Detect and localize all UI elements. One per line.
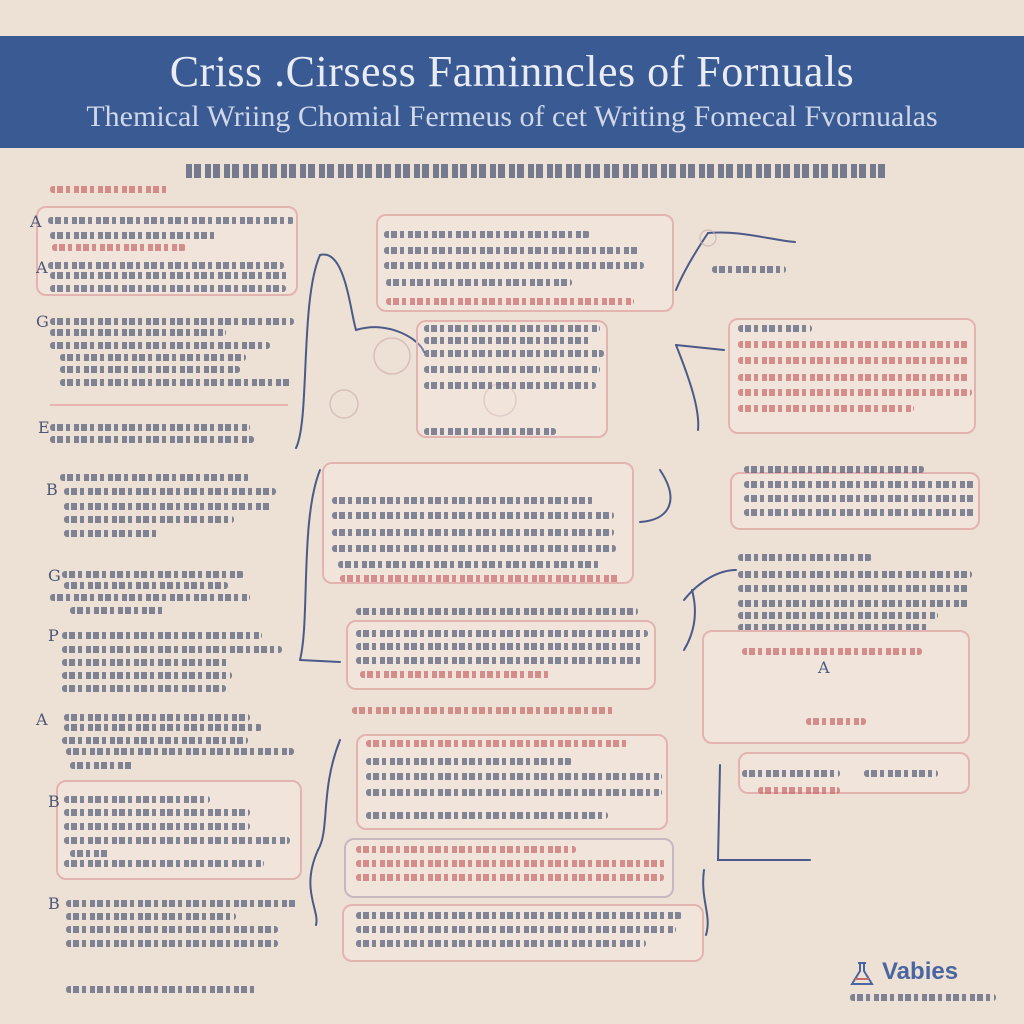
text-line	[64, 488, 276, 495]
footer-text-line	[66, 986, 256, 993]
text-line	[60, 366, 240, 373]
text-line	[62, 632, 262, 639]
text-line	[712, 266, 786, 273]
marker-p: P	[48, 626, 59, 645]
text-line	[64, 714, 250, 721]
text-line	[424, 337, 592, 344]
text-line	[424, 325, 600, 332]
text-line	[332, 529, 614, 536]
text-line	[738, 341, 970, 348]
text-line	[60, 379, 292, 386]
marker-g: G	[48, 566, 61, 585]
text-line	[744, 509, 976, 516]
text-line	[62, 737, 248, 744]
text-line	[70, 850, 110, 857]
text-line	[50, 424, 250, 431]
marker-g: G	[36, 312, 49, 331]
text-line	[64, 860, 264, 867]
marker-b: B	[48, 792, 60, 811]
left-heading-1	[50, 186, 168, 193]
divider	[50, 404, 288, 406]
text-line	[366, 773, 662, 780]
text-line	[744, 495, 976, 502]
text-line	[64, 503, 272, 510]
text-line	[66, 748, 294, 755]
text-line	[50, 342, 270, 349]
text-line	[366, 789, 662, 796]
marker-a: A	[818, 658, 830, 677]
text-line	[64, 796, 210, 803]
text-line	[738, 554, 872, 561]
text-line	[62, 659, 228, 666]
text-line	[332, 512, 614, 519]
text-line	[338, 561, 600, 568]
text-line	[356, 657, 642, 664]
text-line	[352, 707, 614, 714]
text-line	[64, 582, 228, 589]
text-line	[332, 497, 594, 504]
text-line	[742, 770, 840, 777]
text-line	[60, 354, 246, 361]
text-line	[60, 474, 250, 481]
text-line	[64, 823, 250, 830]
text-line	[50, 318, 294, 325]
text-line	[50, 436, 254, 443]
text-line	[738, 600, 970, 607]
text-line	[366, 812, 608, 819]
text-line	[356, 846, 576, 853]
text-line	[360, 671, 550, 678]
text-line	[356, 860, 666, 867]
text-line	[356, 643, 644, 650]
text-line	[738, 357, 970, 364]
flask-icon	[848, 960, 876, 986]
logo-tagline-line	[850, 994, 996, 1001]
text-line	[758, 787, 840, 794]
text-line	[744, 466, 924, 473]
text-line	[50, 329, 226, 336]
text-line	[384, 231, 590, 238]
text-line	[50, 232, 218, 239]
marker-a: A	[36, 710, 48, 729]
text-line	[66, 913, 236, 920]
text-line	[742, 648, 922, 655]
text-line	[50, 272, 290, 279]
text-line	[744, 481, 976, 488]
marker-a: A	[30, 212, 42, 231]
text-line	[62, 685, 226, 692]
text-line	[64, 724, 262, 731]
text-line	[424, 350, 604, 357]
text-line	[332, 545, 616, 552]
text-line	[66, 940, 278, 947]
text-line	[62, 646, 282, 653]
text-line	[48, 217, 294, 224]
text-line	[64, 809, 250, 816]
text-line	[70, 607, 166, 614]
text-line	[64, 516, 234, 523]
marker-b: B	[46, 480, 58, 499]
text-line	[64, 530, 160, 537]
marker-e: E	[38, 418, 50, 437]
text-line	[424, 382, 596, 389]
text-line	[70, 762, 134, 769]
text-line	[738, 405, 914, 412]
marker-a: A	[36, 258, 48, 277]
text-line	[356, 630, 648, 637]
text-line	[356, 912, 682, 919]
text-line	[48, 262, 284, 269]
text-line	[384, 262, 644, 269]
text-line	[356, 874, 664, 881]
text-line	[356, 940, 646, 947]
text-line	[386, 298, 634, 305]
text-line	[356, 608, 638, 615]
text-line	[738, 571, 972, 578]
text-line	[864, 770, 938, 777]
text-line	[738, 374, 970, 381]
text-line	[386, 279, 572, 286]
page-title: Criss .Cirsess Faminncles of Fornuals	[169, 47, 855, 96]
text-line	[366, 740, 628, 747]
logo-text: Vabies	[882, 958, 959, 985]
text-line	[64, 837, 290, 844]
text-line	[738, 612, 938, 619]
text-line	[738, 389, 972, 396]
page-subtitle: Themical Wriing Chomial Fermeus of cet Writing Fomecal Fvornualas	[86, 100, 938, 133]
text-line	[806, 718, 866, 725]
text-line	[50, 285, 286, 292]
text-line	[424, 428, 556, 435]
text-line	[738, 325, 812, 332]
text-line	[384, 247, 640, 254]
text-line	[66, 900, 298, 907]
text-line	[52, 244, 186, 251]
marker-b: B	[48, 894, 60, 913]
text-line	[738, 585, 970, 592]
text-line	[340, 575, 620, 582]
text-line	[356, 926, 676, 933]
text-line	[50, 594, 250, 601]
text-line	[62, 672, 232, 679]
text-line	[62, 571, 244, 578]
brand-logo	[848, 956, 998, 1006]
text-line	[366, 758, 572, 765]
text-line	[424, 366, 600, 373]
text-line	[66, 926, 278, 933]
